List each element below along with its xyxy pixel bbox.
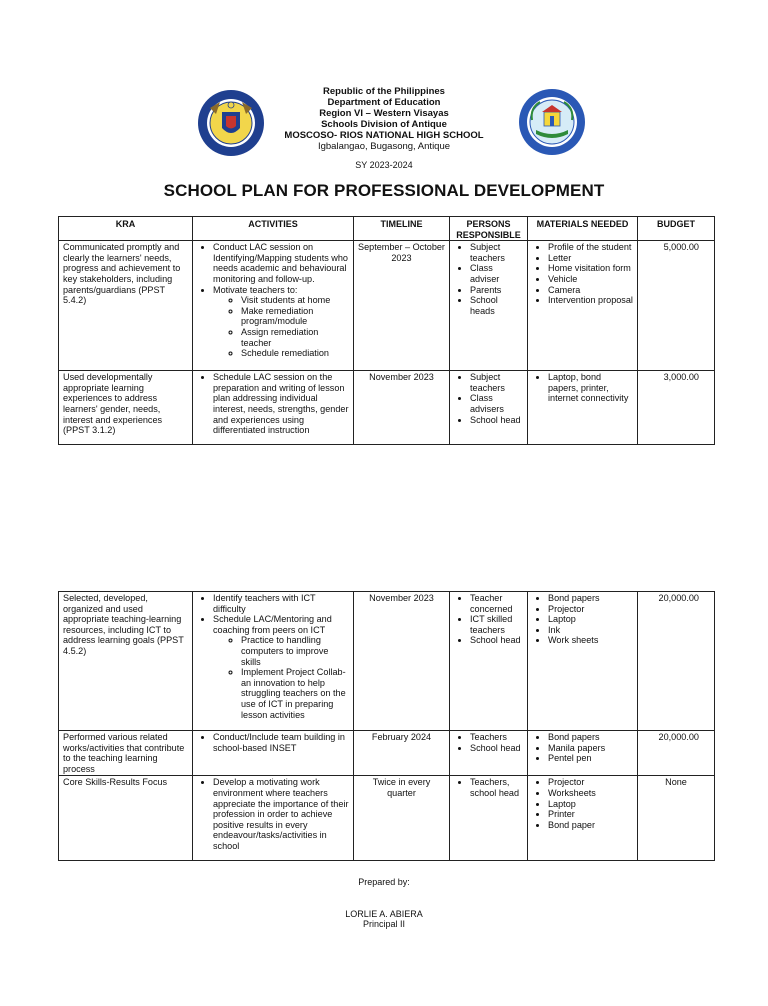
- table-row: [59, 776, 715, 861]
- activities-cell: [193, 241, 354, 371]
- activity-item: • Schedule LAC/Mentoring and coaching from peers on ICT ◦ Practice to handling computers to improve skills ◦ Implement Project Collab- an innovation to help struggling teachers on the use of ICT in preparing lesson activities: [213, 614, 349, 720]
- persons-cell: [450, 776, 528, 861]
- budget-cell: 3,000.00: [638, 371, 715, 445]
- letterhead-republic: Republic of the Philippines: [323, 86, 445, 97]
- col-header-budget: BUDGET: [638, 217, 715, 241]
- timeline-cell: September – October 2023: [354, 241, 450, 371]
- letterhead-school: MOSCOSO- RIOS NATIONAL HIGH SCHOOL: [284, 130, 484, 141]
- activities-cell: [193, 592, 354, 731]
- material-item: • Printer: [548, 809, 633, 820]
- kra-cell: Used developmentally appropriate learning experiences to address learners' gender, needs, interest and experiences (PPST 3.1.2): [59, 371, 193, 445]
- letterhead-address: Igbalangao, Bugasong, Antique: [317, 141, 451, 152]
- activity-item: • Develop a motivating work environment where teachers appreciate the importance of their profession in order to achieve positive results in every endeavour/tasks/activities in school: [213, 777, 349, 851]
- col-header-activities: ACTIVITIES: [193, 217, 354, 241]
- col-header-kra: KRA: [59, 217, 193, 241]
- sub-activity-item: ◦ Visit students at home: [241, 295, 349, 306]
- timeline-cell: November 2023: [354, 592, 450, 731]
- person-item: • Class adviser: [470, 263, 523, 284]
- person-item: • Subject teachers: [470, 242, 523, 263]
- kra-cell: Performed various related works/activities that contribute to the teaching learning process: [59, 731, 193, 776]
- activities-cell: [193, 776, 354, 861]
- timeline-cell: Twice in every quarter: [354, 776, 450, 861]
- col-header-persons: PERSONS RESPONSIBLE: [450, 217, 528, 241]
- material-item: • Letter: [548, 253, 633, 264]
- material-item: • Pentel pen: [548, 753, 633, 764]
- persons-cell: [450, 731, 528, 776]
- timeline-cell: February 2024: [354, 731, 450, 776]
- timeline-cell: November 2023: [354, 371, 450, 445]
- table-row: [59, 371, 715, 445]
- material-item: • Intervention proposal: [548, 295, 633, 306]
- signatory: [0, 909, 768, 929]
- materials-cell: [528, 241, 638, 371]
- activities-cell: [193, 731, 354, 776]
- letterhead-region: Region VI – Western Visayas: [319, 108, 449, 119]
- sub-activity-item: ◦ Implement Project Collab- an innovation to help struggling teachers on the use of ICT in preparing lesson activities: [241, 667, 349, 720]
- material-item: • Worksheets: [548, 788, 633, 799]
- material-item: • Work sheets: [548, 635, 633, 646]
- plan-table-page-2: [58, 591, 715, 861]
- material-item: • Laptop: [548, 799, 633, 810]
- persons-cell: [450, 592, 528, 731]
- persons-cell: [450, 371, 528, 445]
- materials-cell: [528, 592, 638, 731]
- activity-item: • Conduct LAC session on Identifying/Mapping students who needs academic and behavioural monitoring and follow-up.: [213, 242, 349, 284]
- activities-cell: [193, 371, 354, 445]
- letterhead-department: Department of Education: [327, 97, 441, 108]
- plan-table-page-1: [58, 216, 715, 445]
- person-item: • Subject teachers: [470, 372, 523, 393]
- kra-cell: Communicated promptly and clearly the learners' needs, progress and achievement to key stakeholders, including parents/guardians (PPST 5.4.2): [59, 241, 193, 371]
- col-header-materials: MATERIALS NEEDED: [528, 217, 638, 241]
- material-item: • Manila papers: [548, 743, 633, 754]
- activity-item: • Motivate teachers to: ◦ Visit students at home ◦ Make remediation program/module ◦ Assign remediation teacher ◦ Schedule remediation: [213, 285, 349, 359]
- material-item: • Projector: [548, 777, 633, 788]
- table-row: [59, 731, 715, 776]
- person-item: • Teachers: [470, 732, 523, 743]
- sub-activity-item: ◦ Practice to handling computers to improve skills: [241, 635, 349, 667]
- material-item: • Laptop, bond papers, printer, internet connectivity: [548, 372, 633, 404]
- signatory-name: LORLIE A. ABIERA: [345, 909, 423, 919]
- material-item: • Vehicle: [548, 274, 633, 285]
- person-item: • School heads: [470, 295, 523, 316]
- school-year: SY 2023-2024: [355, 160, 413, 170]
- material-item: • Bond paper: [548, 820, 633, 831]
- col-header-timeline: TIMELINE: [354, 217, 450, 241]
- material-item: • Camera: [548, 285, 633, 296]
- material-item: • Home visitation form: [548, 263, 633, 274]
- person-item: • Teachers, school head: [470, 777, 523, 798]
- person-item: • School head: [470, 743, 523, 754]
- material-item: • Projector: [548, 604, 633, 615]
- signatory-position: Principal II: [362, 919, 406, 929]
- table-header-row: [59, 217, 715, 241]
- materials-cell: [528, 371, 638, 445]
- sub-activity-item: ◦ Assign remediation teacher: [241, 327, 349, 348]
- persons-cell: [450, 241, 528, 371]
- materials-cell: [528, 776, 638, 861]
- material-item: • Profile of the student: [548, 242, 633, 253]
- activity-item: • Identify teachers with ICT difficulty: [213, 593, 349, 614]
- person-item: • Teacher concerned: [470, 593, 523, 614]
- sub-activity-item: ◦ Schedule remediation: [241, 348, 349, 359]
- activity-item: • Conduct/Include team building in school-based INSET: [213, 732, 349, 753]
- material-item: • Laptop: [548, 614, 633, 625]
- table-row: [59, 241, 715, 371]
- material-item: • Bond papers: [548, 732, 633, 743]
- sub-activity-item: ◦ Make remediation program/module: [241, 306, 349, 327]
- budget-cell: None: [638, 776, 715, 861]
- person-item: • School head: [470, 635, 523, 646]
- kra-cell: Core Skills-Results Focus: [59, 776, 193, 861]
- person-item: • Parents: [470, 285, 523, 296]
- materials-cell: [528, 731, 638, 776]
- material-item: • Ink: [548, 625, 633, 636]
- budget-cell: 20,000.00: [638, 731, 715, 776]
- letterhead-division: Schools Division of Antique: [321, 119, 447, 130]
- budget-cell: 20,000.00: [638, 592, 715, 731]
- page-title: SCHOOL PLAN FOR PROFESSIONAL DEVELOPMENT: [163, 181, 605, 200]
- person-item: • Class advisers: [470, 393, 523, 414]
- kra-cell: Selected, developed, organized and used appropriate teaching-learning resources, including ICT to address learning goals (PPST 4.5.2): [59, 592, 193, 731]
- prepared-by-label: Prepared by:: [358, 877, 410, 887]
- budget-cell: 5,000.00: [638, 241, 715, 371]
- activity-item: • Schedule LAC session on the preparation and writing of lesson plan addressing individual interest, needs, strengths, gender and experiences using differentiated instruction: [213, 372, 349, 436]
- letterhead: [0, 86, 768, 152]
- person-item: • School head: [470, 415, 523, 426]
- material-item: • Bond papers: [548, 593, 633, 604]
- table-row: [59, 592, 715, 731]
- person-item: • ICT skilled teachers: [470, 614, 523, 635]
